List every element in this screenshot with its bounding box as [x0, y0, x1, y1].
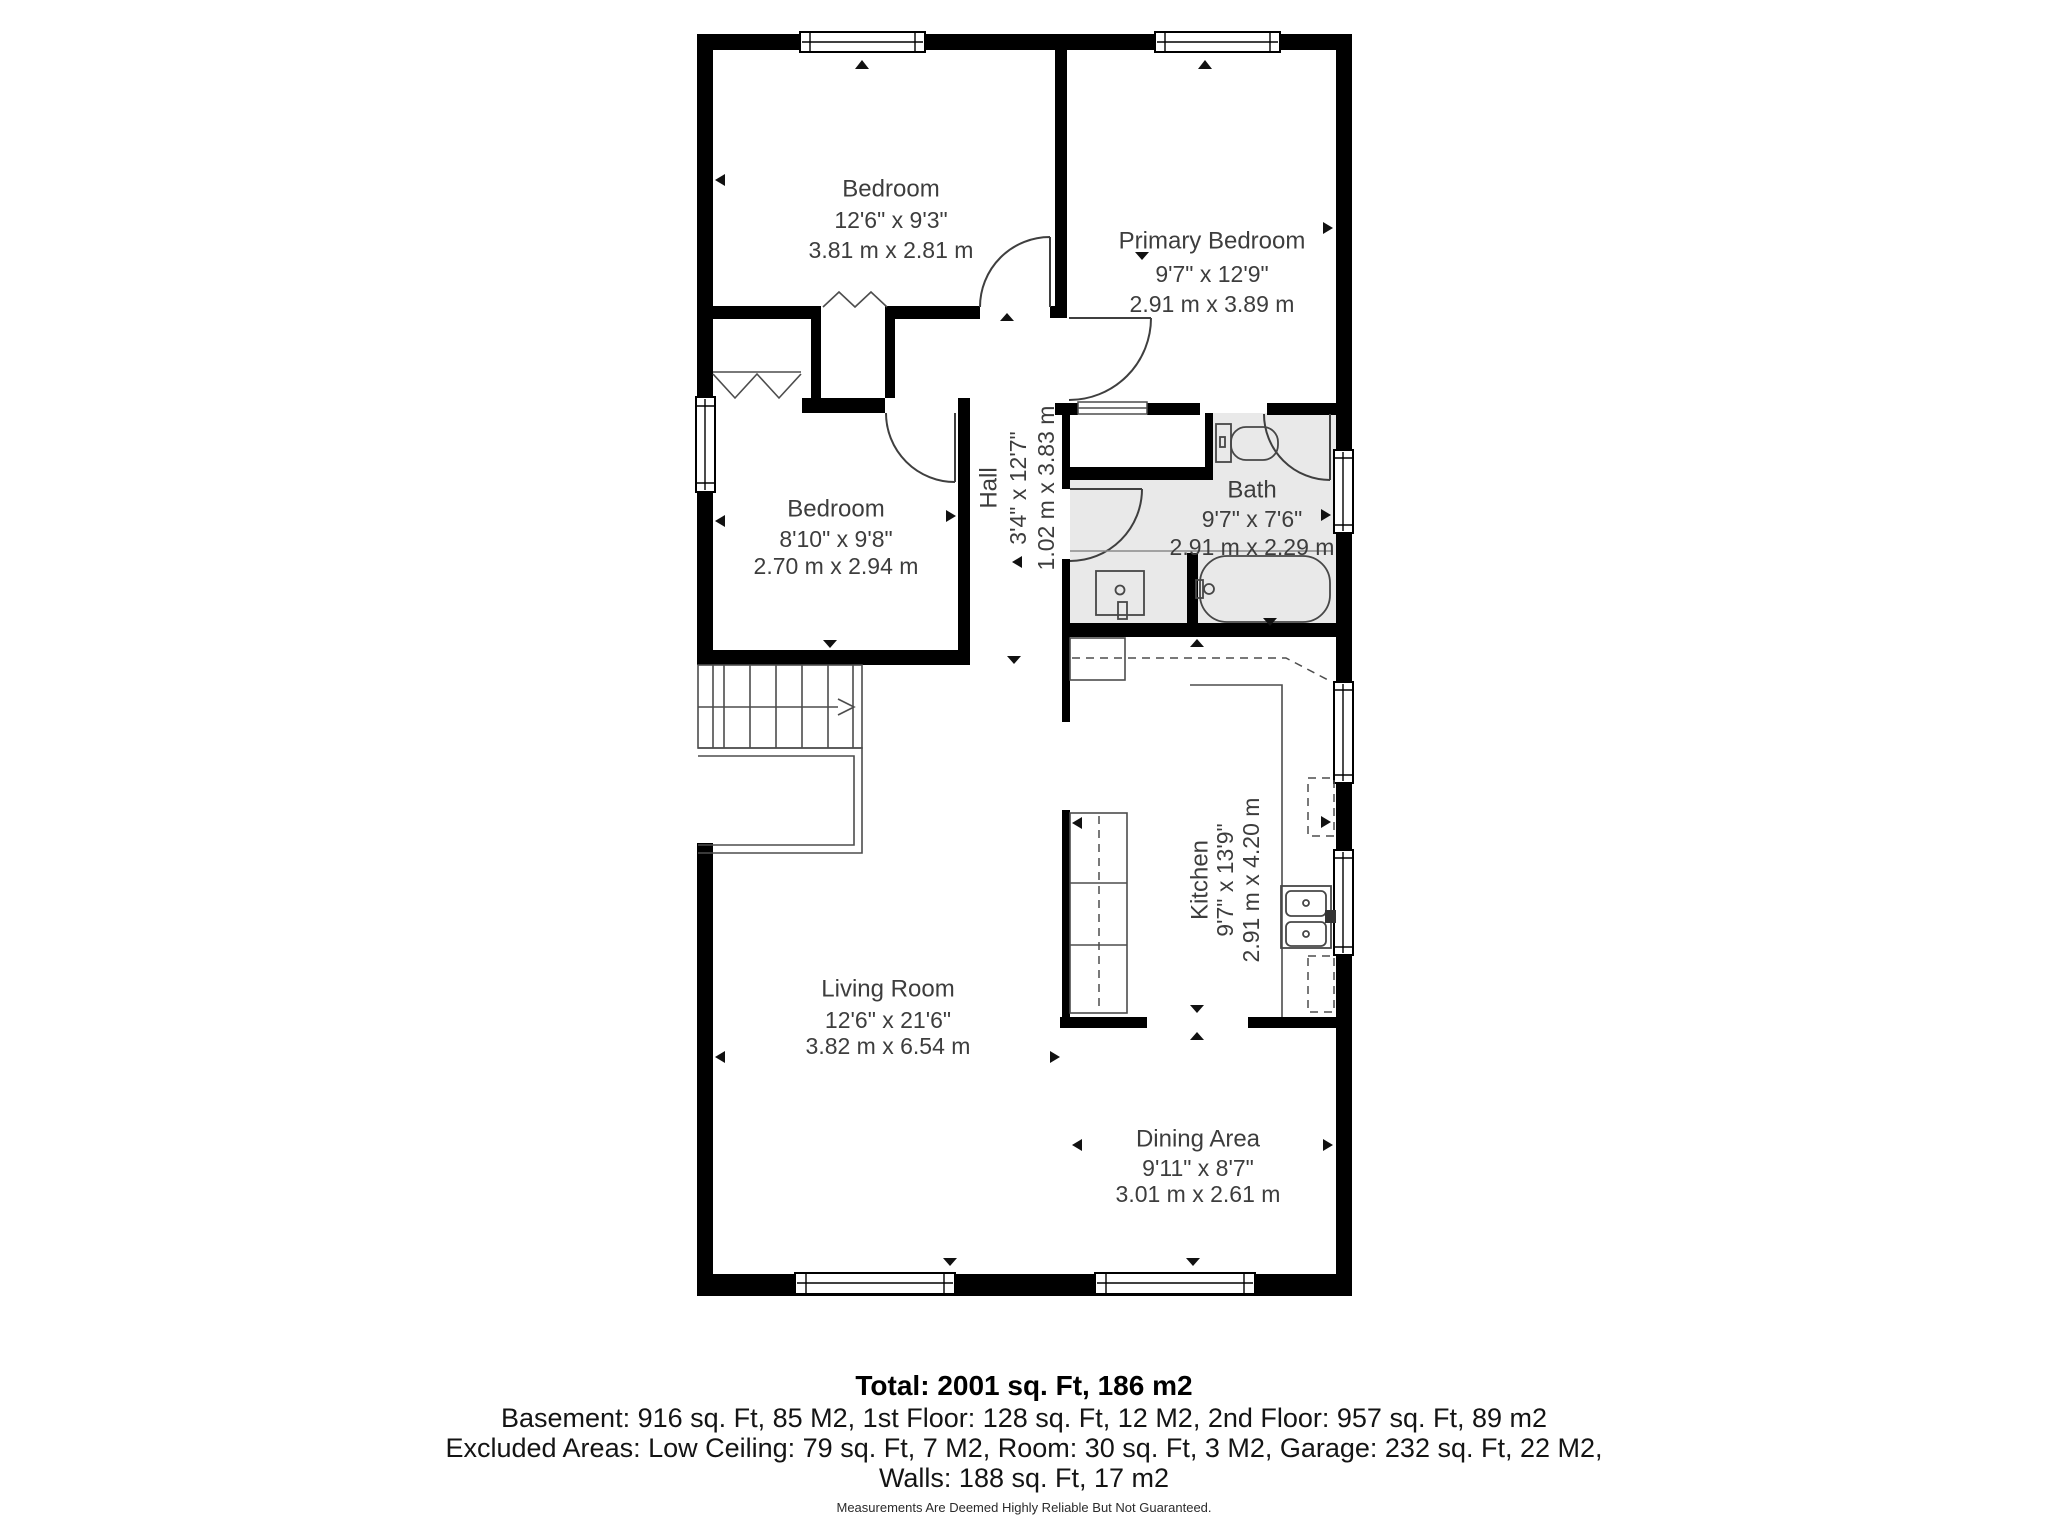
marker-up-icon [855, 60, 869, 69]
room-label-primary-bedroom [1119, 227, 1306, 317]
wall-segment [1060, 1017, 1147, 1028]
wall-segment [1205, 413, 1213, 480]
wall-segment [1065, 467, 1213, 480]
footer-disclaimer: Measurements Are Deemed Highly Reliable But Not Guaranteed. [836, 1500, 1212, 1515]
room-label-hall [975, 406, 1059, 571]
room-dims-metric: 2.70 m x 2.94 m [753, 553, 919, 580]
room-label-bedroom-top [809, 175, 974, 263]
room-name: Hall [975, 467, 1003, 509]
marker-down-icon [943, 1258, 957, 1266]
footer-floors: Basement: 916 sq. Ft, 85 M2, 1st Floor: 128 sq. Ft, 12 M2, 2nd Floor: 957 sq. Ft, 89 m2 [501, 1403, 1547, 1433]
wall-segment [1062, 623, 1352, 637]
room-dims-imperial: 9'11" x 8'7" [1142, 1155, 1254, 1182]
room-dims-imperial: 8'10" x 9'8" [779, 526, 893, 553]
room-name: Kitchen [1186, 839, 1214, 921]
marker-left-icon [715, 174, 725, 186]
wall-segment [885, 306, 980, 319]
wall-segment [958, 398, 970, 665]
marker-right-icon [1321, 816, 1331, 828]
wall-segment [1336, 533, 1352, 682]
room-dims-imperial: 9'7" x 13'9" [1212, 823, 1239, 937]
room-name: Bedroom [787, 495, 885, 523]
marker-left-icon [1012, 556, 1022, 568]
marker-left-icon [1072, 817, 1082, 829]
room-name: Living Room [821, 975, 955, 1003]
upper-cabinets-line [1072, 658, 1330, 681]
wall-segment [1055, 50, 1067, 318]
marker-right-icon [1323, 1139, 1333, 1151]
sliding-door [1078, 402, 1147, 414]
marker-down-icon [823, 640, 837, 648]
footer-total: Total: 2001 sq. Ft, 186 m2 [855, 1370, 1193, 1401]
room-dims-imperial: 12'6" x 21'6" [824, 1007, 952, 1034]
room-dims-metric: 3.01 m x 2.61 m [1115, 1181, 1281, 1208]
wall-segment [802, 398, 885, 413]
stairs-direction-arrow-icon [838, 699, 854, 715]
window [1155, 32, 1280, 52]
marker-right-icon [1323, 222, 1333, 234]
marker-up-icon [1000, 313, 1014, 321]
wall-segment [1336, 783, 1352, 850]
primary-closet-floor [1070, 413, 1205, 467]
window [795, 1273, 955, 1294]
faucet-icon [1325, 910, 1336, 923]
room-dims-imperial: 3'4" x 12'7" [1005, 431, 1032, 545]
marker-down-icon [1007, 656, 1021, 664]
room-label-bedroom-left [754, 495, 919, 579]
marker-down-icon [1186, 1258, 1200, 1266]
wall-segment [1336, 34, 1352, 450]
wall-segment [697, 843, 713, 1296]
staircase [698, 665, 862, 853]
room-dims-imperial: 9'7" x 7'6" [1201, 506, 1303, 533]
marker-up-icon [1198, 60, 1212, 69]
wall-segment [1062, 413, 1070, 489]
window [1095, 1273, 1255, 1294]
room-dims-metric: 2.91 m x 4.20 m [1238, 797, 1265, 963]
marker-left-icon [1072, 1139, 1082, 1151]
room-label-kitchen [1186, 798, 1264, 963]
wall-segment [1062, 810, 1070, 1028]
kitchen-fixtures [1070, 638, 1336, 1017]
room-dims-imperial: 12'6" x 9'3" [834, 207, 948, 234]
marker-up-icon [1190, 1032, 1204, 1040]
room-dims-imperial: 9'7" x 12'9" [1155, 261, 1269, 288]
wall-segment [1336, 955, 1352, 1296]
marker-right-icon [1050, 1051, 1060, 1063]
window [696, 397, 715, 492]
marker-right-icon [946, 510, 956, 522]
marker-up-icon [1190, 639, 1204, 647]
kitchen-counter-left [1070, 813, 1127, 1013]
wall-segment [1248, 1017, 1352, 1028]
room-name: Bedroom [842, 175, 940, 203]
appliance-dashed [1308, 956, 1334, 1012]
room-label-dining-area [1116, 1125, 1281, 1207]
room-dims-metric: 1.02 m x 3.83 m [1033, 405, 1060, 571]
footer-walls: Walls: 188 sq. Ft, 17 m2 [878, 1463, 1170, 1493]
room-name: Dining Area [1135, 1125, 1261, 1153]
window [1334, 850, 1353, 955]
room-name: Bath [1227, 476, 1277, 504]
bifold-door [823, 292, 887, 307]
window [1334, 682, 1353, 783]
door-swing [886, 413, 955, 482]
wall-segment [1062, 637, 1070, 722]
door-swing [1069, 318, 1151, 400]
footer [445, 1370, 1602, 1515]
bifold-door [713, 372, 801, 398]
wall-segment [1147, 403, 1200, 415]
room-dims-metric: 3.82 m x 6.54 m [805, 1033, 971, 1060]
marker-left-icon [715, 1051, 725, 1063]
wall-segment [697, 34, 713, 397]
window [1334, 450, 1353, 533]
footer-excluded: Excluded Areas: Low Ceiling: 79 sq. Ft, 7 M2, Room: 30 sq. Ft, 3 M2, Garage: 232 sq. Ft, 22 M2, [445, 1433, 1603, 1463]
room-label-living-room [806, 975, 971, 1059]
wall-segment [1267, 403, 1352, 415]
wall-segment [885, 306, 895, 398]
refrigerator [1070, 638, 1125, 680]
window [800, 32, 925, 52]
marker-left-icon [715, 515, 725, 527]
door-swing [980, 237, 1050, 307]
room-labels [754, 175, 1335, 1207]
room-dims-metric: 2.91 m x 2.29 m [1169, 534, 1335, 561]
wall-segment [697, 492, 713, 665]
room-dims-metric: 3.81 m x 2.81 m [808, 237, 974, 264]
marker-down-icon [1190, 1005, 1204, 1013]
wall-segment [811, 306, 821, 398]
room-dims-metric: 2.91 m x 3.89 m [1129, 291, 1295, 318]
stairwell-opening [698, 748, 862, 853]
kitchen-sink [1281, 886, 1336, 948]
room-name: Primary Bedroom [1118, 227, 1306, 255]
wall-segment [697, 306, 821, 319]
wall-segment [697, 650, 970, 665]
